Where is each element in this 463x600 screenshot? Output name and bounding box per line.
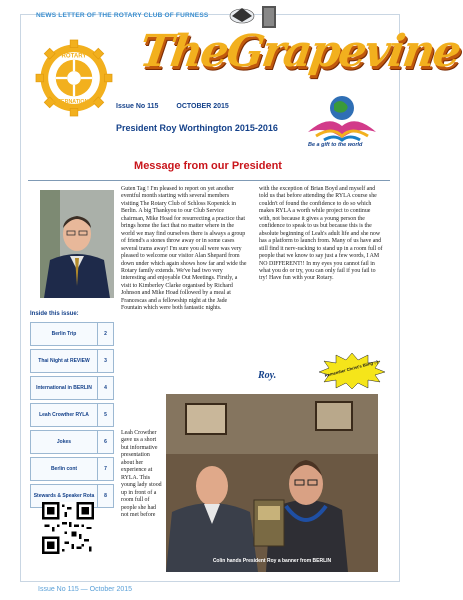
starburst-callout [318,352,386,390]
toc-item-label: Berlin Trip [51,331,77,337]
toc-item[interactable] [30,349,114,373]
toc-item-page: 6 [97,431,113,453]
masthead-title: TheGrapevine [136,26,463,77]
toc-item-label: Berlin cont [50,466,78,472]
article-column-1: Guten Tag ! I'm pleased to report on yet another eventful month starting with several members visiting The Rotary Club of Schloss Kopenick in Berlin. A big Thankyou to our Club Service chairman, Mike Hoad for resurrecting a practice that brings home the fact that no matter where in the world we may find ourselves there is always a group of friend's a stones throw away or in some cases several trams away! I'm sure you all were was very pleased to welcome our visitor Alan Shepard from down under which again shows how far and wide the Rotary family extends. We've had two very interesting and enjoyable Out Meetings. Firstly, a visit to Kimberley Clarke organised by Richard Johnson and Mike Hoad followed by a meal at Francescas and a fellowship night at the Jade Fountain which were both fantastic nights. [121,186,247,312]
signature: Roy. [258,370,277,381]
toc-item-label: International in BERLIN [36,385,92,391]
toc-item[interactable] [30,430,114,454]
toc-item-page: 4 [97,377,113,399]
inside-issue-title: Inside this issue: [30,311,79,317]
logo-text-top: ROTARY [61,52,87,60]
banner-handover-photo [166,394,378,572]
toc-item[interactable] [30,403,114,427]
toc-item-page: 3 [97,350,113,372]
starburst-text: Remember Christ's Bling ;-) [324,359,379,379]
table-of-contents [30,322,114,511]
toc-item-label: Thai Night at REVIEW [38,358,90,364]
president-line: President Roy Worthington 2015-2016 [116,123,278,133]
toc-item-page: 7 [97,458,113,480]
message-heading: Message from our President [134,160,282,172]
toc-item[interactable] [30,457,114,481]
photo-caption: Colin hands President Roy a banner from BERLIN [212,558,332,564]
toc-item-page: 5 [97,404,113,426]
toc-item[interactable] [30,376,114,400]
issue-number: Issue No 115 [116,103,159,110]
toc-item-page: 8 [97,485,113,507]
president-photo [40,190,114,298]
rotary-wheel-logo [36,40,112,116]
article-column-2: with the exception of Brian Boyd and myself and told us that before attending the RYLA course she couldn't of found the confidence to do so which makes RYLA a worth while project to continue with, not because it gives a young person the confidence to speak to us but because this is the absolute beginning of Leah's adult life and she now has a platform to launch from. Many of us have and still find it nerv-racking to stand up in a room full of people that we know to say just a few words, I AM NO DIFFERENT!! In my eyes you cannot fail in what you do or try, you can only fail if you fail to try! Have fun with your Rotary. [259,186,383,282]
logo-text-bottom: INTERNATIONAL [52,99,96,106]
article-column-1-continued: Leah Crowther gave us a short but informative presentation about her experience at RYLA. This young lady stood up in front of a room full of people she had not met before [121,430,162,518]
toc-item-label: Leah Crowther RYLA [39,412,89,418]
issue-line [116,103,245,110]
toc-item-label: Jokes [56,439,72,445]
issue-month: OCTOBER 2015 [176,103,229,110]
page-footer: Issue No 115 — October 2015 [38,586,133,593]
qr-code[interactable] [42,502,94,554]
toc-item-label: Stewards & Speaker Rota [33,493,95,499]
toc-item[interactable] [30,322,114,346]
toc-item-page: 2 [97,323,113,345]
newsletter-line: NEWS LETTER OF THE ROTARY CLUB OF FURNESS [36,12,209,19]
divider-top [28,180,390,181]
gift-motto: Be a gift to the world [308,142,363,148]
